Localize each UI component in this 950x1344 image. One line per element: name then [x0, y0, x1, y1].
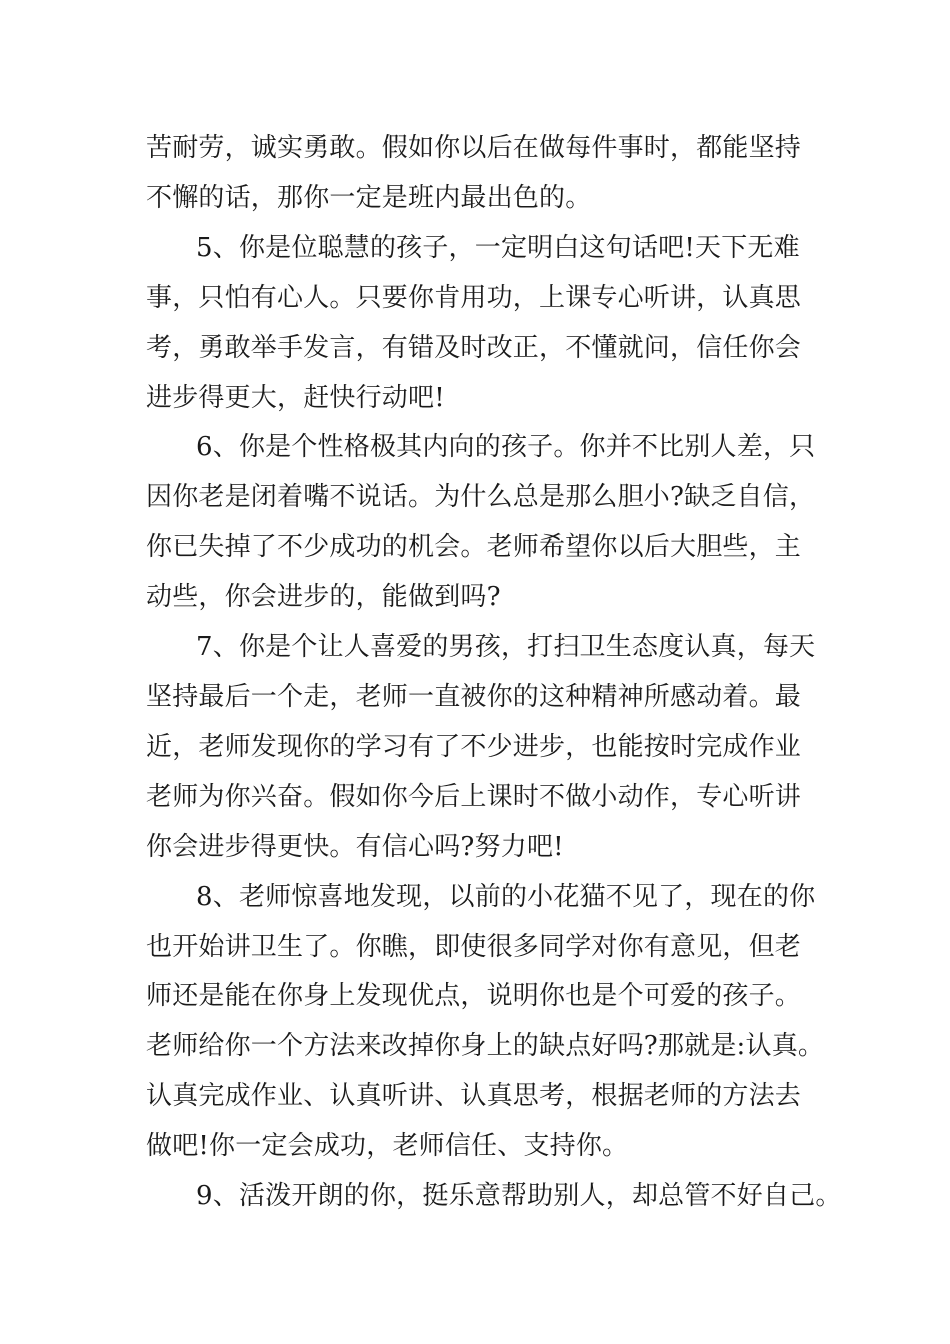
- text-line: 事，只怕有心人。只要你肯用功，上课专心听讲，认真思: [146, 282, 802, 313]
- paragraph-start-8: 8、老师惊喜地发现，以前的小花猫不见了，现在的你: [196, 881, 816, 912]
- text-line: 苦耐劳，诚实勇敢。假如你以后在做每件事时，都能坚持: [146, 133, 802, 163]
- text-line: 因你老是闭着嘴不说话。为什么总是那么胆小?缺乏自信，: [146, 482, 816, 513]
- paragraph-start-6: 6、你是个性格极其内向的孩子。你并不比别人差，只: [196, 432, 816, 463]
- text-line: 你已失掉了不少成功的机会。老师希望你以后大胆些，主: [146, 532, 802, 563]
- text-line: 也开始讲卫生了。你瞧，即使很多同学对你有意见，但老: [146, 931, 802, 962]
- text-line: 老师给你一个方法来改掉你身上的缺点好吗?那就是:认真。: [146, 1031, 825, 1062]
- text-line: 做吧!你一定会成功，老师信任、支持你。: [146, 1131, 629, 1162]
- text-line: 不懈的话，那你一定是班内最出色的。: [146, 182, 592, 213]
- text-line: 动些，你会进步的，能做到吗?: [146, 582, 501, 613]
- paragraph-start-5: 5、你是位聪慧的孩子，一定明白这句话吧!天下无难: [196, 232, 800, 263]
- paragraph-start-9: 9、活泼开朗的你，挺乐意帮助别人，却总管不好自己。: [196, 1181, 842, 1212]
- text-line: 师还是能在你身上发现优点，说明你也是个可爱的孩子。: [146, 981, 802, 1012]
- document-body: [146, 124, 842, 1222]
- paragraph-start-7: 7、你是个让人喜爱的男孩，打扫卫生态度认真，每天: [196, 632, 816, 663]
- text-line: 认真完成作业、认真听讲、认真思考，根据老师的方法去: [146, 1081, 802, 1112]
- text-line: 进步得更大，赶快行动吧!: [146, 382, 445, 413]
- text-line: 坚持最后一个走，老师一直被你的这种精神所感动着。最: [146, 681, 802, 712]
- text-line: 近，老师发现你的学习有了不少进步，也能按时完成作业: [146, 731, 802, 762]
- text-line: 你会进步得更快。有信心吗?努力吧!: [146, 831, 564, 862]
- text-line: 老师为你兴奋。假如你今后上课时不做小动作，专心听讲: [146, 781, 802, 812]
- text-line: 考，勇敢举手发言，有错及时改正，不懂就问，信任你会: [146, 332, 802, 363]
